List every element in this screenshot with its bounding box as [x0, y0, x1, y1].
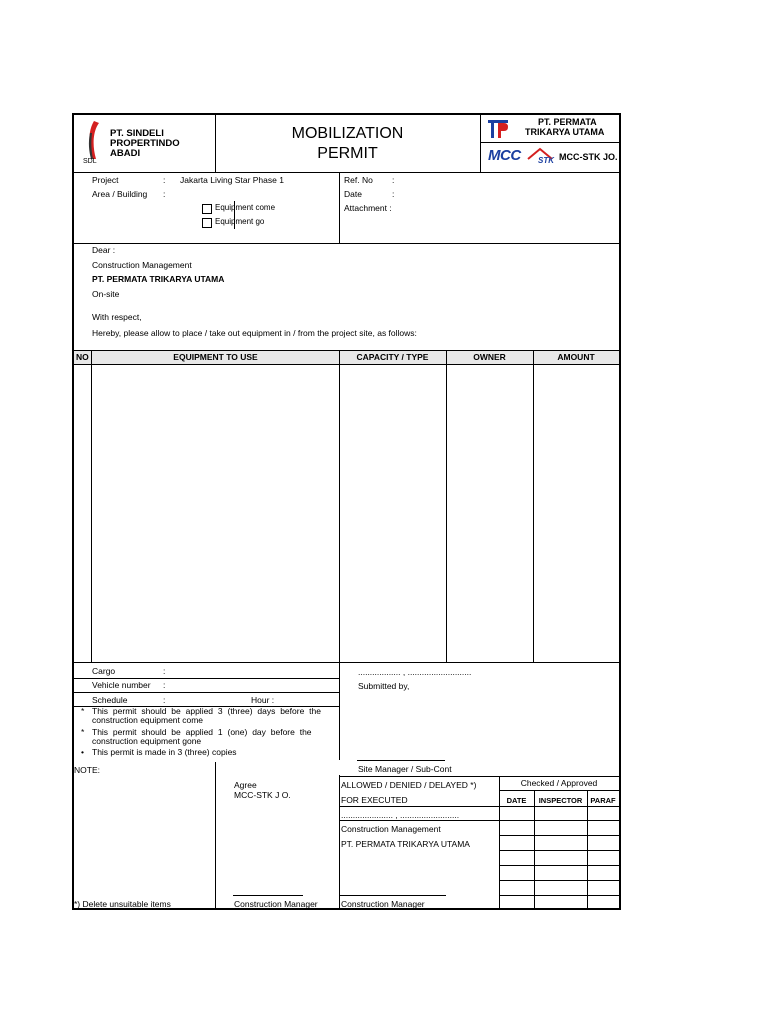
- note-2-line1: This permit should be applied 1 (one) day before the: [92, 727, 312, 737]
- mcc-logo: MCC: [488, 147, 521, 164]
- agree-jo-label: MCC-STK J O.: [234, 790, 291, 800]
- page-title-line1: MOBILIZATION: [291, 125, 404, 142]
- cm-department-label: Construction Management: [341, 824, 441, 834]
- mobilization-permit-form: SDL PT. SINDELI PROPERTINDO ABADI MOBILIZATION PERMIT PT. PERMATA TRIKARYA UTAMA MCC STK MCC-STK JO. Project : Jakarta Living Star Phase 1 Area / Building : Equipment come Equipment go Ref. No : Date : Attachment : Dear : Construction Management PT. PERMATA TRIKARYA UTAMA On-site With respect, Hereby, please allow to place / take out equipment in / from the project site, as follows: NO EQUIPMENT TO USE CAPACITY / TYPE OWNER AMOUNT Cargo : Vehicle number : Schedule : Hour : * This permit should be applied 3 (three) days before the construction equipment come * This permit should be applied 1 (one) day before the construction equipment gone • This permit is made in 3 (three) copies .................. , ........................... Submitted by, Site Manager / Sub-Cont NOTE: Agree MCC-STK J O. *) Delete unsuitable items Construction Manager ALLOWED / DENIED / DELAYED *) FOR EXECUTED ...................... , ......................... Construction Management PT. PERMATA TRIKARYA UTAMA Construction Manager Checked / Approved DATE INSPECTOR PARAF: [72, 113, 621, 910]
- recipient-company: PT. PERMATA TRIKARYA UTAMA: [92, 274, 225, 284]
- project-value: Jakarta Living Star Phase 1: [180, 175, 284, 185]
- submitted-by-label: Submitted by,: [358, 681, 410, 691]
- note-1-line1: This permit should be applied 3 (three) days before the: [92, 706, 321, 716]
- vehicle-number-label: Vehicle number: [92, 680, 151, 690]
- col-no: NO: [76, 352, 89, 362]
- recipient-location: On-site: [92, 289, 120, 299]
- left-company-line1: PT. SINDELI: [110, 128, 164, 139]
- attachment-label: Attachment :: [344, 203, 392, 213]
- project-label: Project: [92, 175, 119, 185]
- equipment-go-checkbox[interactable]: [202, 218, 212, 228]
- right-company-line1: PT. PERMATA: [538, 117, 597, 127]
- construction-manager-label-1: Construction Manager: [234, 899, 318, 909]
- respect-line: With respect,: [92, 312, 142, 322]
- approval-col-inspector: INSPECTOR: [538, 796, 583, 805]
- recipient-department: Construction Management: [92, 260, 192, 270]
- sdl-logo-text: SDL: [83, 158, 97, 165]
- stk-logo: STK: [538, 156, 554, 165]
- construction-manager-label-2: Construction Manager: [341, 899, 425, 909]
- note-3-line1: This permit is made in 3 (three) copies: [92, 747, 237, 757]
- hour-label: Hour :: [251, 695, 275, 705]
- note-bullet-1: *: [81, 706, 85, 716]
- note-2-line2: construction equipment gone: [92, 736, 202, 746]
- date-label: Date: [344, 189, 362, 199]
- checked-approved-label: Checked / Approved: [520, 778, 598, 788]
- equipment-go-label: Equipment go: [215, 217, 265, 226]
- col-equipment: EQUIPMENT TO USE: [173, 352, 258, 362]
- allowed-denied-delayed: ALLOWED / DENIED / DELAYED *): [341, 780, 477, 790]
- ptp-logo: [487, 118, 509, 140]
- approval-col-date: DATE: [506, 796, 527, 805]
- jo-name: MCC-STK JO.: [559, 152, 618, 162]
- page-title-line2: PERMIT: [317, 145, 378, 162]
- ref-no-label: Ref. No: [344, 175, 373, 185]
- note-bullet-2: *: [81, 727, 85, 737]
- left-company-line3: ABADI: [110, 148, 141, 159]
- place-date-dots: .................. , ...........................: [358, 667, 472, 677]
- for-executed-label: FOR EXECUTED: [341, 795, 408, 805]
- col-amount: AMOUNT: [557, 352, 595, 362]
- note-1-line2: construction equipment come: [92, 715, 204, 725]
- equipment-come-checkbox[interactable]: [202, 204, 212, 214]
- col-owner: OWNER: [473, 352, 506, 362]
- letter-body: Hereby, please allow to place / take out equipment in / from the project site, as follows:: [92, 328, 417, 338]
- right-company-line2: TRIKARYA UTAMA: [525, 127, 605, 137]
- col-capacity: CAPACITY / TYPE: [356, 352, 429, 362]
- agree-label: Agree: [234, 780, 257, 790]
- delete-unsuitable-note: *) Delete unsuitable items: [74, 899, 171, 909]
- left-company-line2: PROPERTINDO: [110, 138, 180, 149]
- note-bullet-3: •: [81, 747, 84, 757]
- cargo-label: Cargo: [92, 666, 116, 676]
- equipment-come-label: Equipment come: [215, 203, 276, 212]
- cm-place-date-dots: ...................... , .........................: [341, 810, 460, 820]
- dear-line: Dear :: [92, 245, 116, 255]
- schedule-label: Schedule: [92, 695, 128, 705]
- area-building-label: Area / Building: [92, 189, 148, 199]
- cm-company-label: PT. PERMATA TRIKARYA UTAMA: [341, 839, 470, 849]
- approval-col-paraf: PARAF: [590, 796, 616, 805]
- site-manager-label: Site Manager / Sub-Cont: [358, 764, 452, 774]
- note-label: NOTE:: [74, 765, 100, 775]
